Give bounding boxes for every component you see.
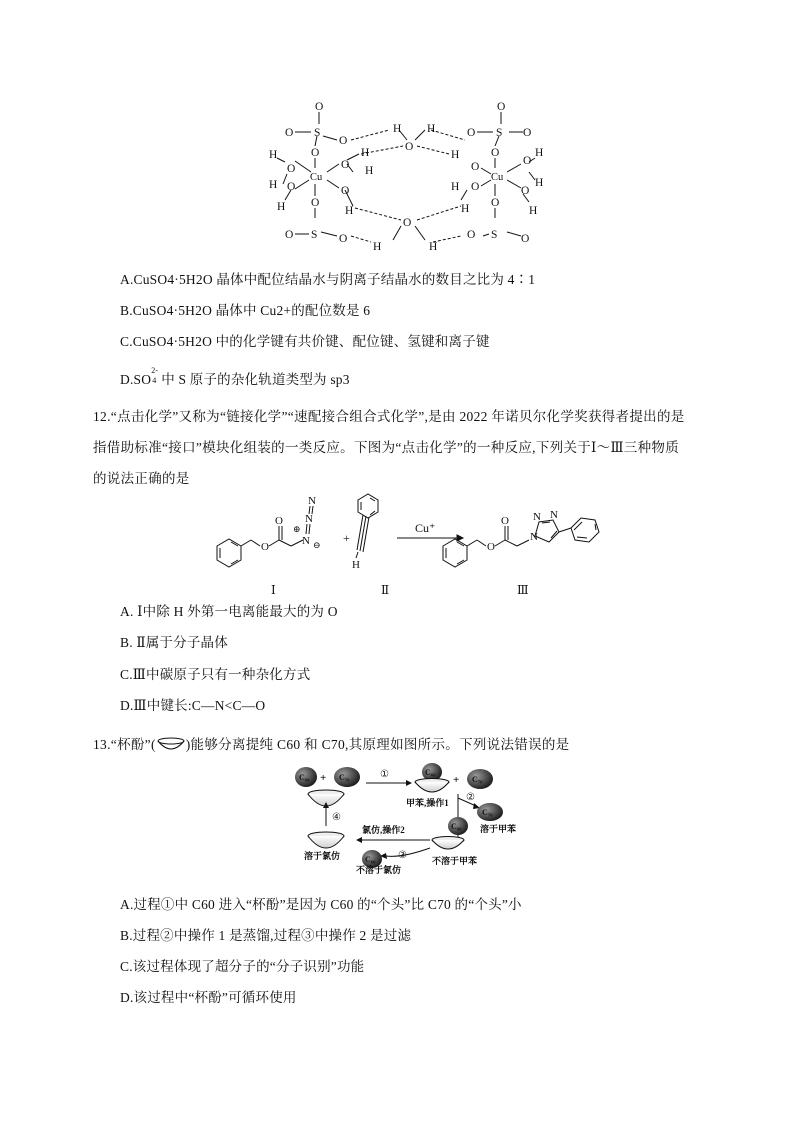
svg-text:N: N [550,509,558,521]
svg-text:H: H [535,177,544,189]
svg-text:C₆₀: C₆₀ [425,768,436,777]
svg-text:O: O [467,127,476,139]
svg-text:O: O [523,127,532,139]
svg-text:H: H [373,241,382,253]
svg-text:S: S [491,229,498,241]
dissolved-toluene-label: 溶于甲苯 [480,824,517,834]
svg-text:C₇₀: C₇₀ [339,773,350,782]
svg-text:H: H [451,149,460,161]
svg-text:O: O [523,155,532,167]
op2-label: 氯仿,操作2 [362,825,405,835]
compound-label-1: Ⅰ [271,583,276,597]
q11-option-b: B.CuSO4·5H2O 晶体中 Cu2+的配位数是 6 [120,303,371,318]
svg-text:O: O [315,101,324,113]
svg-text:O: O [403,217,412,229]
q12-option-a: A. Ⅰ中除 H 外第一电离能最大的为 O [120,604,338,619]
svg-text:O: O [497,101,506,113]
svg-text:O: O [285,229,294,241]
svg-text:O: O [339,233,348,245]
svg-text:O: O [287,181,296,193]
q13-stem: 13.“杯酚”( )能够分离提纯 C60 和 C70,其原理如图所示。下列说法错误的是 [93,737,570,752]
op1-label: 甲苯,操作1 [406,798,449,808]
step-1-label: ① [380,769,389,780]
svg-text:S: S [314,127,321,139]
svg-text:S: S [496,127,503,139]
svg-text:Cu: Cu [310,172,323,183]
svg-text:O: O [341,159,350,171]
structure-atom-labels [269,101,543,253]
svg-text:N: N [533,511,541,523]
svg-text:C₆₀: C₆₀ [365,855,376,864]
svg-text:H: H [461,203,470,215]
svg-text:H: H [451,181,460,193]
svg-text:H: H [365,165,374,177]
svg-text:H: H [427,123,436,135]
svg-text:O: O [487,541,495,553]
svg-text:H: H [277,201,286,213]
svg-text:O: O [491,147,500,159]
svg-text:C₇₀: C₇₀ [482,808,493,817]
q12-stem-line-1: 12.“点击化学”又称为“链接化学”“速配接合组合式化学”,是由 2022 年诺贝尔化学奖获得者提出的是 [93,409,685,424]
dissolved-chloroform-label: 溶于氯仿 [304,851,341,861]
svg-text:O: O [341,185,350,197]
svg-text:O: O [275,515,283,527]
svg-text:⊕: ⊕ [293,524,301,534]
svg-text:O: O [521,185,530,197]
compound-label-3: Ⅲ [517,583,529,597]
svg-text:O: O [467,229,476,241]
svg-text:O: O [405,141,414,153]
svg-text:C₇₀: C₇₀ [472,775,483,784]
q12-stem-line-2: 指借助标准“接口”模块化组装的一类反应。下图为“点击化学”的一种反应,下列关于Ⅰ～Ⅲ三种物质 [93,440,679,455]
svg-text:+: + [453,774,460,786]
svg-text:O: O [521,233,530,245]
svg-text:H: H [535,147,544,159]
q12-option-d: D.Ⅲ中键长:C—N<C—O [120,698,266,713]
q11-option-c: C.CuSO4·5H2O 中的化学键有共价键、配位键、氢键和离子键 [120,334,490,349]
svg-text:O: O [339,135,348,147]
reaction-catalyst: Cu⁺ [415,521,436,535]
svg-text:O: O [311,197,320,209]
svg-text:N: N [305,513,313,525]
insoluble-chloroform-label: 不溶于氯仿 [356,865,402,874]
compound-label-2: Ⅱ [381,583,390,597]
svg-text:O: O [471,161,480,173]
separation-cycle-figure [290,760,520,874]
q13-option-d: D.该过程中“杯酚”可循环使用 [120,990,297,1005]
q13-option-c: C.该过程体现了超分子的“分子识别”功能 [120,959,365,974]
svg-text:H: H [269,149,278,161]
svg-text:H: H [393,123,402,135]
svg-text:O: O [261,541,269,553]
reaction-plus: + [343,531,350,545]
svg-text:C₆₀: C₆₀ [299,773,310,782]
svg-text:H: H [345,205,354,217]
svg-text:N: N [530,531,538,543]
q12-stem-line-3: 的说法正确的是 [93,471,190,486]
svg-text:H: H [429,241,438,253]
svg-text:O: O [287,163,296,175]
svg-text:+: + [320,772,327,784]
svg-text:O: O [491,197,500,209]
q12-option-c: C.Ⅲ中碳原子只有一种杂化方式 [120,667,311,682]
svg-text:O: O [501,515,509,527]
q13-option-b: B.过程②中操作 1 是蒸馏,过程③中操作 2 是过滤 [120,928,412,943]
q11-option-a: A.CuSO4·5H2O 晶体中配位结晶水与阴离子结晶水的数目之比为 4∶1 [120,272,536,287]
step-4-label: ④ [332,812,341,823]
svg-text:S: S [311,229,318,241]
svg-text:Cu: Cu [491,172,504,183]
click-reaction-figure [205,490,625,598]
q12-option-b: B. Ⅱ属于分子晶体 [120,635,228,650]
step-2-label: ② [466,792,475,803]
svg-text:O: O [311,147,320,159]
q13-option-a: A.过程①中 C60 进入“杯酚”是因为 C60 的“个头”比 C70 的“个头”小 [120,897,522,912]
step-3-label: ③ [398,850,407,861]
reaction-atom-labels [261,495,558,571]
svg-text:C₆₀: C₆₀ [451,822,462,831]
svg-text:O: O [471,181,480,193]
svg-text:N: N [302,535,310,547]
svg-text:O: O [285,127,294,139]
svg-text:N: N [308,495,316,507]
svg-text:H: H [269,179,278,191]
svg-text:H: H [529,205,538,217]
svg-text:H: H [352,559,360,571]
svg-text:H: H [361,147,370,159]
insoluble-toluene-label: 不溶于甲苯 [432,856,478,866]
q11-option-d: D.SO 2- 4 中 S 原子的杂化轨道类型为 sp3 [120,366,350,387]
cuso4-structure-figure [255,96,545,254]
calixarene-cup-icon [156,737,186,751]
svg-text:⊖: ⊖ [313,540,321,550]
